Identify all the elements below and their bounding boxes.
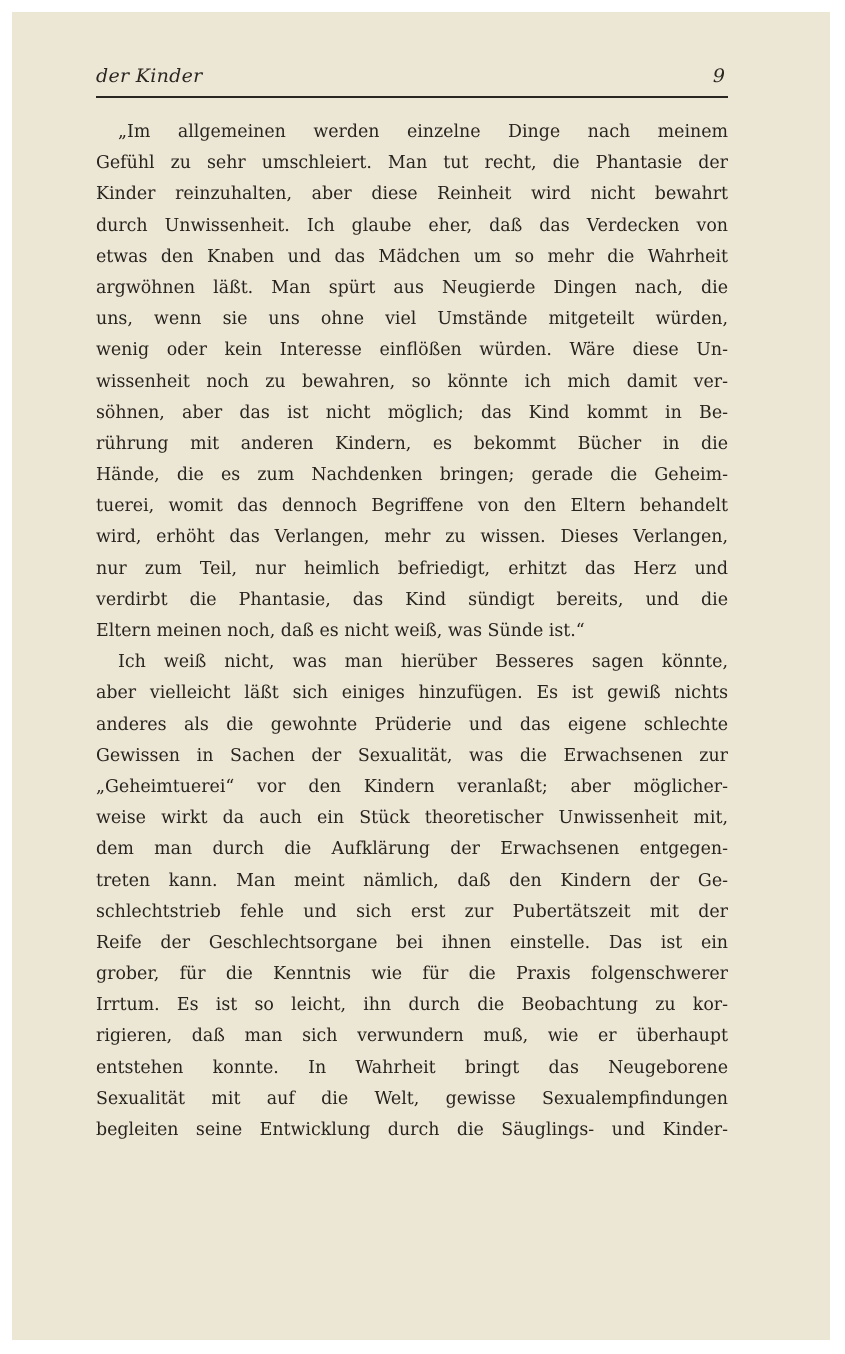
text-line: argwöhnen läßt. Man spürt aus Neugierde Dingen nach, die: [96, 277, 728, 298]
text-line: anderes als die gewohnte Prüderie und das eigene schlechte: [96, 714, 728, 735]
text-line: treten kann. Man meint nämlich, daß den Kindern der Ge-: [96, 870, 728, 891]
page-number: 9: [712, 65, 725, 87]
text-line: Gefühl zu sehr umschleiert. Man tut recht, die Phantasie der: [96, 153, 728, 174]
text-line: wird, erhöht das Verlangen, mehr zu wissen. Dieses Verlangen,: [96, 527, 728, 548]
text-line: „Im allgemeinen werden einzelne Dinge nach meinem: [118, 122, 728, 142]
page-header: [96, 64, 728, 98]
text-line: Eltern meinen noch, daß es nicht weiß, was Sünde ist.“: [96, 621, 585, 641]
body-text: [96, 117, 728, 1146]
text-line: grober, für die Kenntnis wie für die Praxis folgenschwerer: [96, 964, 728, 985]
text-line: Sexualität mit auf die Welt, gewisse Sexualempfindungen: [96, 1088, 728, 1109]
text-line: Ich weiß nicht, was man hierüber Besseres sagen könnte,: [118, 652, 728, 673]
text-line: rigieren, daß man sich verwundern muß, wie er überhaupt: [96, 1026, 728, 1047]
text-line: Reife der Geschlechtsorgane bei ihnen einstelle. Das ist ein: [96, 932, 728, 953]
text-line: „Geheimtuerei“ vor den Kindern veranlaßt; aber möglicher-: [96, 776, 728, 797]
text-line: tuerei, womit das dennoch Begriffene von den Eltern behandelt: [96, 496, 728, 517]
text-line: rührung mit anderen Kindern, es bekommt Bücher in die: [96, 433, 728, 454]
text-line: begleiten seine Entwicklung durch die Säuglings- und Kinder-: [96, 1120, 728, 1140]
text-line: verdirbt die Phantasie, das Kind sündigt bereits, und die: [96, 589, 728, 610]
text-line: etwas den Knaben und das Mädchen um so mehr die Wahrheit: [96, 246, 728, 267]
text-line: Irrtum. Es ist so leicht, ihn durch die Beobachtung zu kor-: [96, 995, 728, 1016]
running-title: der Kinder: [96, 65, 203, 87]
text-line: Kinder reinzuhalten, aber diese Reinheit wird nicht bewahrt: [96, 184, 728, 205]
text-line: dem man durch die Aufklärung der Erwachsenen entgegen-: [96, 839, 728, 860]
text-line: nur zum Teil, nur heimlich befriedigt, erhitzt das Herz und: [96, 558, 728, 579]
text-line: weise wirkt da auch ein Stück theoretischer Unwissenheit mit,: [96, 808, 728, 829]
text-line: durch Unwissenheit. Ich glaube eher, daß das Verdecken von: [96, 215, 728, 236]
text-line: wissenheit noch zu bewahren, so könnte ich mich damit ver-: [96, 371, 728, 392]
text-line: schlechtstrieb fehle und sich erst zur Pubertätszeit mit der: [96, 901, 728, 922]
text-line: uns, wenn sie uns ohne viel Umstände mitgeteilt würden,: [96, 309, 728, 330]
text-line: Gewissen in Sachen der Sexualität, was die Erwachsenen zur: [96, 745, 728, 766]
text-line: Hände, die es zum Nachdenken bringen; gerade die Geheim-: [96, 465, 728, 486]
text-line: wenig oder kein Interesse einflößen würden. Wäre diese Un-: [96, 340, 728, 361]
text-line: aber vielleicht läßt sich einiges hinzufügen. Es ist gewiß nichts: [96, 683, 728, 704]
text-line: söhnen, aber das ist nicht möglich; das Kind kommt in Be-: [96, 402, 728, 423]
text-line: entstehen konnte. In Wahrheit bringt das Neugeborene: [96, 1057, 728, 1078]
